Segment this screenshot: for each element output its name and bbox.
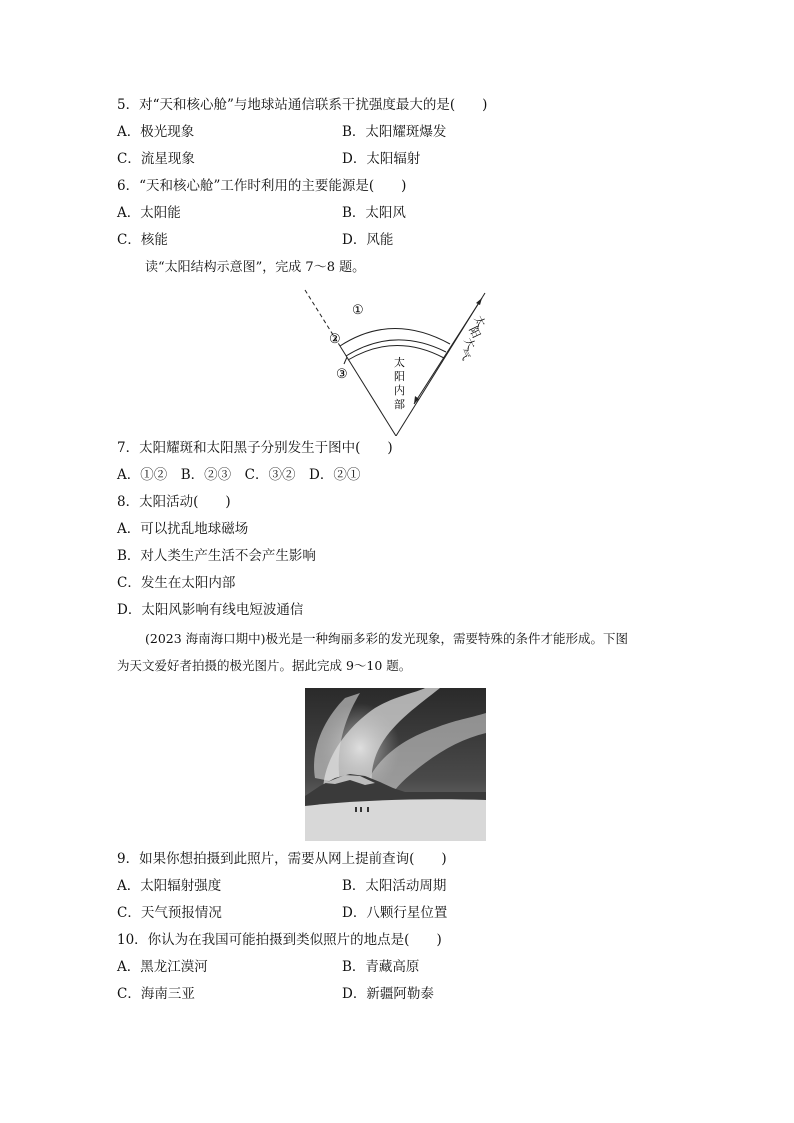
- q6-option-c: C．核能: [117, 232, 168, 248]
- q10-option-d: D．新疆阿勒泰: [342, 986, 434, 1002]
- q9-option-b: B．太阳活动周期: [342, 878, 447, 894]
- svg-text:阳: 阳: [394, 370, 405, 383]
- q5-option-c: C．流星现象: [117, 151, 195, 167]
- solar-atmosphere-label: [456, 313, 488, 362]
- q8-option-b: B．对人类生产生活不会产生影响: [117, 548, 316, 564]
- diagram-label-1: ①: [352, 303, 364, 318]
- solar-structure-diagram: [296, 284, 500, 436]
- q9-option-d: D．八颗行星位置: [342, 905, 448, 921]
- q6-option-b: B．太阳风: [342, 205, 406, 221]
- intro-9-10-line1: (2023 海南海口期中)极光是一种绚丽多彩的发光现象，需要特殊的条件才能形成。下图: [145, 631, 629, 646]
- q10-option-a: A．黑龙江漠河: [117, 959, 208, 975]
- q9-stem: 9．如果你想拍摄到此照片，需要从网上提前查询( ): [117, 851, 447, 867]
- svg-text:内: 内: [394, 384, 405, 397]
- q9-option-a: A．太阳辐射强度: [117, 878, 222, 894]
- q5-option-a: A．极光现象: [117, 124, 195, 140]
- q8-option-a: A．可以扰乱地球磁场: [117, 521, 249, 537]
- svg-text:阳: 阳: [466, 324, 483, 341]
- q8-option-c: C．发生在太阳内部: [117, 575, 236, 591]
- q10-stem: 10．你认为在我国可能拍摄到类似照片的地点是( ): [117, 932, 442, 948]
- diagram-label-2: ②: [329, 332, 341, 347]
- label-3-pointer: [344, 357, 347, 364]
- q5-stem: 5．对“天和核心舱”与地球站通信联系干扰强度最大的是( ): [117, 97, 488, 113]
- aurora-photo: [305, 688, 486, 841]
- q10-option-c: C．海南三亚: [117, 986, 195, 1002]
- svg-text:气: 气: [456, 346, 473, 363]
- arrow-head-top: [476, 298, 482, 305]
- intro-9-10-line2: 为天文爱好者拍摄的极光图片。据此完成 9～10 题。: [117, 658, 412, 673]
- q8-option-d: D．太阳风影响有线电短波通信: [117, 602, 304, 618]
- svg-text:太: 太: [471, 313, 488, 330]
- solar-interior-label: [394, 355, 405, 411]
- diagram-label-3: ③: [336, 367, 348, 382]
- q10-option-b: B．青藏高原: [342, 959, 420, 975]
- q6-option-d: D．风能: [342, 232, 394, 248]
- q6-stem: 6．“天和核心舱”工作时利用的主要能源是( ): [117, 178, 407, 194]
- outer-arc: [340, 328, 450, 346]
- intro-7-8: 读“太阳结构示意图”，完成 7～8 题。: [145, 260, 366, 275]
- q5-option-b: B．太阳耀斑爆发: [342, 124, 447, 140]
- atmosphere-arrow: [414, 298, 482, 404]
- svg-text:大: 大: [461, 335, 478, 352]
- q9-option-c: C．天气预报情况: [117, 905, 222, 921]
- q7-options: A．①② B．②③ C．③② D．②①: [117, 467, 361, 483]
- svg-text:太: 太: [394, 356, 405, 369]
- q7-stem: 7．太阳耀斑和太阳黑子分别发生于图中( ): [117, 440, 393, 456]
- svg-text:部: 部: [394, 398, 405, 411]
- q5-option-d: D．太阳辐射: [342, 151, 421, 167]
- q8-stem: 8．太阳活动( ): [117, 494, 231, 510]
- q6-option-a: A．太阳能: [117, 205, 181, 221]
